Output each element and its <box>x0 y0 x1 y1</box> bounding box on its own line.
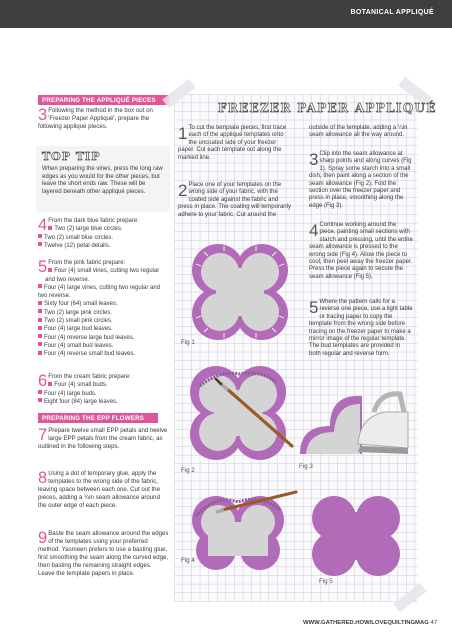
iron-icon <box>358 394 408 454</box>
fp-step-5 <box>309 299 413 358</box>
step-8-epp <box>38 470 169 510</box>
bullet-icon <box>38 301 42 305</box>
bullet-icon <box>48 382 52 386</box>
step-number: 8 <box>38 469 48 487</box>
bullet-icon <box>38 398 42 402</box>
list-item: Four (4) large vines, cutting two regular and two reverse. <box>38 284 161 300</box>
heading-applique: PREPARING THE APPLIQUÉ PIECES <box>38 95 169 105</box>
fig-4-illustration <box>180 488 300 566</box>
step-number: 7 <box>38 426 48 444</box>
step-number: 9 <box>38 529 48 547</box>
fp-step-1 <box>178 125 292 162</box>
list-item: Four (4) small vines, cutting two regular and two reverse. <box>45 268 160 283</box>
list-item: Four (4) reverse small bud leaves. <box>38 350 170 358</box>
list-item: Sixty four (64) small leaves. <box>38 300 170 308</box>
step-3-applique <box>38 107 170 131</box>
fp-step-4 <box>309 222 413 281</box>
step-number: 4 <box>38 216 48 234</box>
fig-2-label: Fig 2 <box>181 467 195 474</box>
list-item: Four (4) small bud leaves. <box>38 342 170 350</box>
header-bar <box>0 0 452 28</box>
list-item: Four (4) reverse large bud leaves. <box>38 334 170 342</box>
list-intro: From the cream fabric prepare: <box>48 374 131 380</box>
list-item: Four (4) large bud leaves. <box>38 325 170 333</box>
fig-3-label: Fig 3 <box>299 463 313 470</box>
step-9-epp <box>38 530 169 577</box>
fig-4-label: Fig 4 <box>181 557 195 564</box>
list-item: Twelve (12) petal details. <box>38 242 170 250</box>
list-intro: From the dark blue fabric prepare: <box>48 218 139 224</box>
list-item: Two (2) small blue circles. <box>38 234 170 242</box>
bullet-icon <box>38 351 42 355</box>
bullet-icon <box>38 284 42 288</box>
fig-5-label: Fig 5 <box>319 578 333 585</box>
bullet-icon <box>48 268 52 272</box>
step-text: Place one of your templates on the wrong side of your fabric, with the coated side against the fabric and press in place. The coating will temporarily adhere to your fabric. Cut around the <box>178 182 291 218</box>
fig-3-illustration <box>300 384 410 468</box>
step-number: 1 <box>178 124 188 143</box>
step-number: 5 <box>309 298 319 317</box>
footer <box>303 620 437 626</box>
fp-step-2 <box>178 182 292 219</box>
bullet-icon <box>38 390 42 394</box>
fp-step-2-cont <box>309 125 413 140</box>
step-6-list <box>38 373 170 406</box>
list-item: Four (4) small buds. <box>38 381 170 389</box>
step-number: 5 <box>38 258 48 276</box>
freezer-paper-title: FREEZER PAPER APPLIQUÉ <box>218 101 437 115</box>
top-tip-title: TOP TIP <box>42 150 101 163</box>
footer-url: WWW.GATHERED.HOW/LOVEQUILTINGMAG <box>303 620 429 626</box>
step-number: 6 <box>38 372 48 390</box>
step-7-epp <box>38 427 168 451</box>
bullet-icon <box>38 242 42 246</box>
bullet-icon <box>38 318 42 322</box>
bullet-icon <box>38 234 42 238</box>
step-text: Using a dot of temporary glue, apply the templates to the wrong side of the fabric, leaving space between each one. Cut out the pieces, adding a ¼in seam allowance around the outer edge of each piece. <box>38 470 160 509</box>
step-number: 3 <box>309 150 319 169</box>
bullet-icon <box>38 342 42 346</box>
bullet-icon <box>38 309 42 313</box>
step-text: Following the method in the box out on 'Freezer Paper Appliqué', prepare the following appliqué pieces. <box>38 107 153 130</box>
step-text: Where the pattern calls for a reverse one piece, use a light table or tracing paper to copy the template from the wrong side before tracing on the freezer paper to make a mirror image of the regular template. The bud templates are provided in both regular and reverse form. <box>309 299 413 357</box>
bullet-icon <box>38 334 42 338</box>
list-item: Two (2) large pink circles. <box>38 309 170 317</box>
fig-2-illustration <box>180 356 300 468</box>
step-text: outside of the template, adding a ¼in seam allowance all the way around. <box>309 125 408 139</box>
section-title: BOTANICAL APPLIQUÉ <box>350 9 434 16</box>
list-item: Eight four (84) large leaves. <box>38 398 170 406</box>
bullet-icon <box>38 326 42 330</box>
step-4-list <box>38 217 170 250</box>
step-text: Clip into the seam allowance at sharp points and along curves (Fig 1). Spray some starch into a small dish, then paint along a section of the seam allowance (Fig 2). Fold the section over the freezer paper and press in place, smoothing along the edge (Fig 3). <box>309 151 412 209</box>
step-number: 3 <box>38 106 48 124</box>
step-text: Baste the seam allowance around the edges of the templates using your preferred method. Yasmeen prefers to use a basting glue, first smoothing the seam along the curved edge, then basting the remaining straight edges. Leave the template papers in place. <box>38 530 169 577</box>
heading-epp: PREPARING THE EPP FLOWERS <box>38 413 158 423</box>
fig-1-illustration <box>180 232 300 352</box>
top-tip-text: When preparing the vines, press the long raw edges as you would for the other pieces, but leave the short ends raw. These will be layered beneath other appliqué pieces. <box>42 166 163 195</box>
fig-5-illustration <box>304 488 408 582</box>
fabric-quatrefoil <box>312 496 400 576</box>
step-number: 2 <box>178 181 188 200</box>
top-tip-box <box>36 146 170 212</box>
list-item: Two (2) small pink circles. <box>38 317 170 325</box>
fig-1-label: Fig 1 <box>181 339 195 346</box>
step-5-list <box>38 259 170 359</box>
step-text: To cut the template pieces, first trace each of the appliqué templates onto the uncoated side of your freezer paper. Cut each template out along the marked line. <box>178 125 287 161</box>
step-number: 4 <box>309 221 319 240</box>
list-item: Two (2) large blue circles. <box>38 225 170 233</box>
step-text: Prepare twelve small EPP petals and twelve large EPP petals from the cream fabric, as outlined in the following steps. <box>38 427 168 450</box>
list-intro: From the pink fabric prepare: <box>48 260 126 266</box>
list-item: Four (4) large buds. <box>38 390 170 398</box>
step-text: Continue working around the piece, painting small sections with starch and pressing, until the entire seam allowance is pressed to the wrong side (Fig 4). Allow the piece to cool, then peel away the freezer paper. Press the piece again to secure the seam allowance (Fig 5). <box>309 222 413 280</box>
fp-step-3 <box>309 151 413 210</box>
page-number: 47 <box>430 620 437 626</box>
bullet-icon <box>48 226 52 230</box>
